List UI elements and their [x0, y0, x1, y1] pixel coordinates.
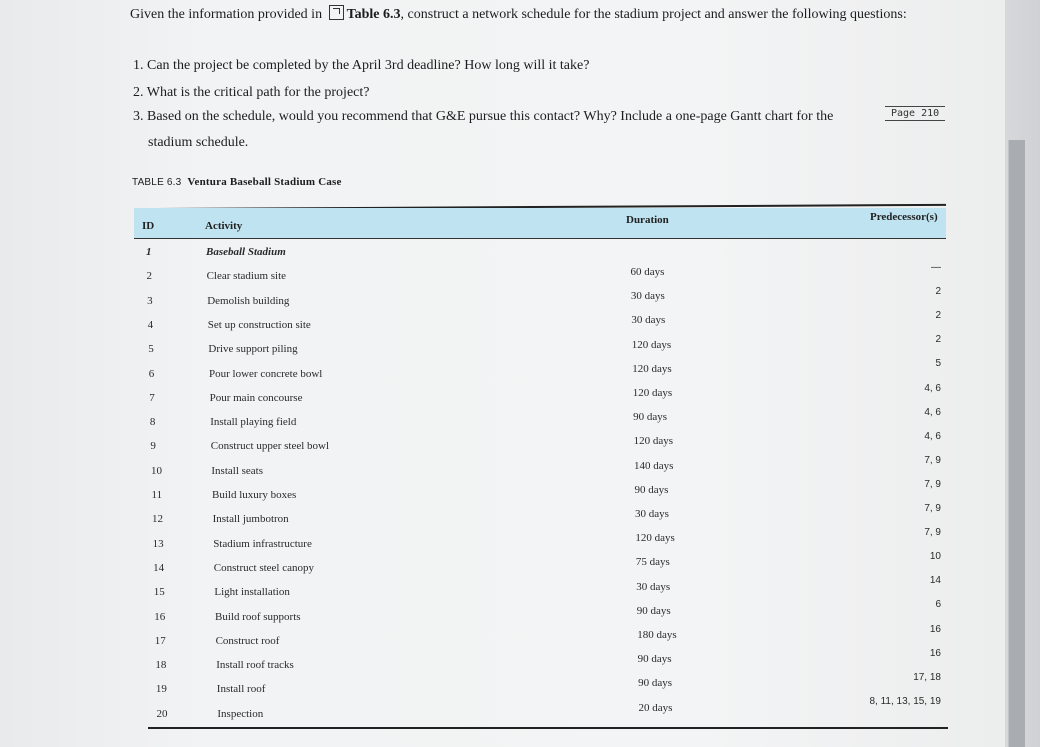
row-id: 1: [146, 246, 152, 258]
row-id: 11: [151, 489, 163, 501]
row-activity: Inspection: [217, 707, 264, 720]
row-duration: 90 days: [633, 411, 668, 424]
row-activity: Construct upper steel bowl: [210, 440, 330, 453]
row-duration: 120 days: [633, 435, 674, 448]
row-duration: 30 days: [630, 290, 665, 303]
row-predecessors: 7, 9: [924, 527, 941, 539]
row-duration: 90 days: [634, 483, 669, 496]
row-predecessors: 14: [929, 575, 941, 587]
row-duration: 180 days: [637, 629, 677, 641]
row-duration: 140 days: [634, 459, 674, 472]
row-activity: Pour lower concrete bowl: [209, 367, 323, 380]
row-id: 8: [149, 416, 156, 429]
row-duration: 120 days: [632, 387, 673, 399]
row-id: 6: [148, 367, 155, 380]
row-activity: Pour main concourse: [209, 391, 303, 404]
table-header: [134, 208, 946, 238]
row-id: 13: [152, 537, 164, 550]
row-activity: Construct roof: [215, 634, 280, 647]
intro-text-before: Given the information provided in: [130, 7, 323, 22]
row-activity: Stadium infrastructure: [213, 537, 312, 550]
row-id: 3: [147, 294, 153, 307]
row-id: 7: [149, 391, 155, 404]
table-header-rule: [134, 238, 946, 239]
intro-text-after: , construct a network schedule for the stadium project and answer the following questions:: [400, 7, 907, 22]
row-activity: Install roof: [216, 683, 266, 696]
row-duration: 120 days: [631, 338, 672, 351]
row-activity: Set up construction site: [207, 318, 311, 331]
table-title: Ventura Baseball Stadium Case: [187, 176, 342, 188]
header-id: ID: [142, 220, 155, 232]
row-id: 5: [148, 343, 154, 356]
row-predecessors: 8, 11, 13, 15, 19: [869, 695, 941, 707]
row-predecessors: 7, 9: [924, 478, 941, 490]
row-activity: Baseball Stadium: [206, 246, 286, 258]
row-duration: 30 days: [636, 580, 671, 593]
row-id: 12: [152, 513, 164, 526]
row-id: 15: [153, 586, 165, 599]
row-activity: Light installation: [214, 586, 290, 599]
row-id: 9: [150, 440, 156, 453]
row-id: 4: [147, 318, 154, 331]
row-duration: 30 days: [631, 314, 666, 327]
row-predecessors: 2: [935, 334, 941, 346]
question-2: 2. What is the critical path for the project?: [133, 85, 370, 100]
row-duration: 90 days: [638, 677, 673, 690]
page-reference-marker: Page 210: [885, 106, 945, 121]
row-predecessors: —: [931, 262, 941, 273]
header-duration: Duration: [626, 214, 669, 226]
row-id: 18: [155, 659, 167, 672]
row-duration: 120 days: [632, 362, 672, 375]
row-id: 2: [146, 270, 153, 283]
question-intro: [130, 5, 910, 25]
row-id: 16: [154, 610, 166, 623]
row-duration: 20 days: [638, 701, 673, 714]
row-duration: 90 days: [636, 604, 671, 617]
row-duration: 75 days: [635, 556, 670, 569]
row-activity: Construct steel canopy: [213, 561, 314, 574]
row-predecessors: 4, 6: [924, 406, 941, 418]
row-predecessors: 16: [929, 623, 941, 635]
header-predecessors: Predecessor(s): [870, 211, 938, 223]
scrollbar-thumb[interactable]: [1008, 140, 1025, 747]
row-activity: Drive support piling: [208, 343, 298, 356]
question-1: 1. Can the project be completed by the April 3rd deadline? How long will it take?: [133, 58, 590, 73]
table-reference-link[interactable]: Table 6.3: [346, 7, 401, 22]
row-id: 20: [156, 707, 168, 720]
row-predecessors: 7, 9: [924, 503, 941, 514]
row-predecessors: 4, 6: [924, 430, 941, 442]
table-caption: [132, 176, 342, 188]
row-predecessors: 16: [929, 647, 941, 659]
row-predecessors: 5: [935, 358, 941, 370]
row-activity: Demolish building: [207, 294, 290, 307]
external-link-icon[interactable]: [329, 5, 344, 20]
row-id: 19: [155, 683, 167, 696]
table-bottom-rule: [148, 727, 948, 729]
row-predecessors: 6: [935, 599, 941, 611]
row-activity: Install playing field: [210, 416, 297, 429]
row-predecessors: 17, 18: [913, 671, 941, 683]
row-id: 17: [154, 634, 166, 647]
row-activity: Install roof tracks: [216, 659, 294, 672]
row-activity: Clear stadium site: [206, 270, 287, 283]
table-number: TABLE 6.3: [132, 177, 182, 188]
row-duration: 60 days: [630, 266, 665, 278]
row-activity: Build roof supports: [215, 610, 301, 623]
row-duration: 90 days: [637, 653, 672, 666]
row-predecessors: 2: [935, 286, 941, 298]
row-activity: Install jumbotron: [212, 513, 289, 526]
row-predecessors: 10: [929, 551, 941, 563]
header-activity: Activity: [205, 220, 243, 232]
row-predecessors: 7, 9: [924, 454, 941, 466]
row-activity: Install seats: [211, 464, 264, 477]
row-duration: 30 days: [634, 508, 669, 520]
row-activity: Build luxury boxes: [212, 489, 297, 501]
row-duration: 120 days: [635, 532, 675, 545]
question-3: 3. Based on the schedule, would you recommend that G&E pursue this contact? Why? Include a one-page Gantt chart for the: [133, 109, 834, 124]
row-predecessors: 2: [935, 310, 941, 322]
row-id: 10: [150, 464, 162, 477]
row-id: 14: [153, 561, 165, 574]
question-3-continued: stadium schedule.: [148, 135, 249, 150]
row-predecessors: 4, 6: [924, 382, 941, 394]
